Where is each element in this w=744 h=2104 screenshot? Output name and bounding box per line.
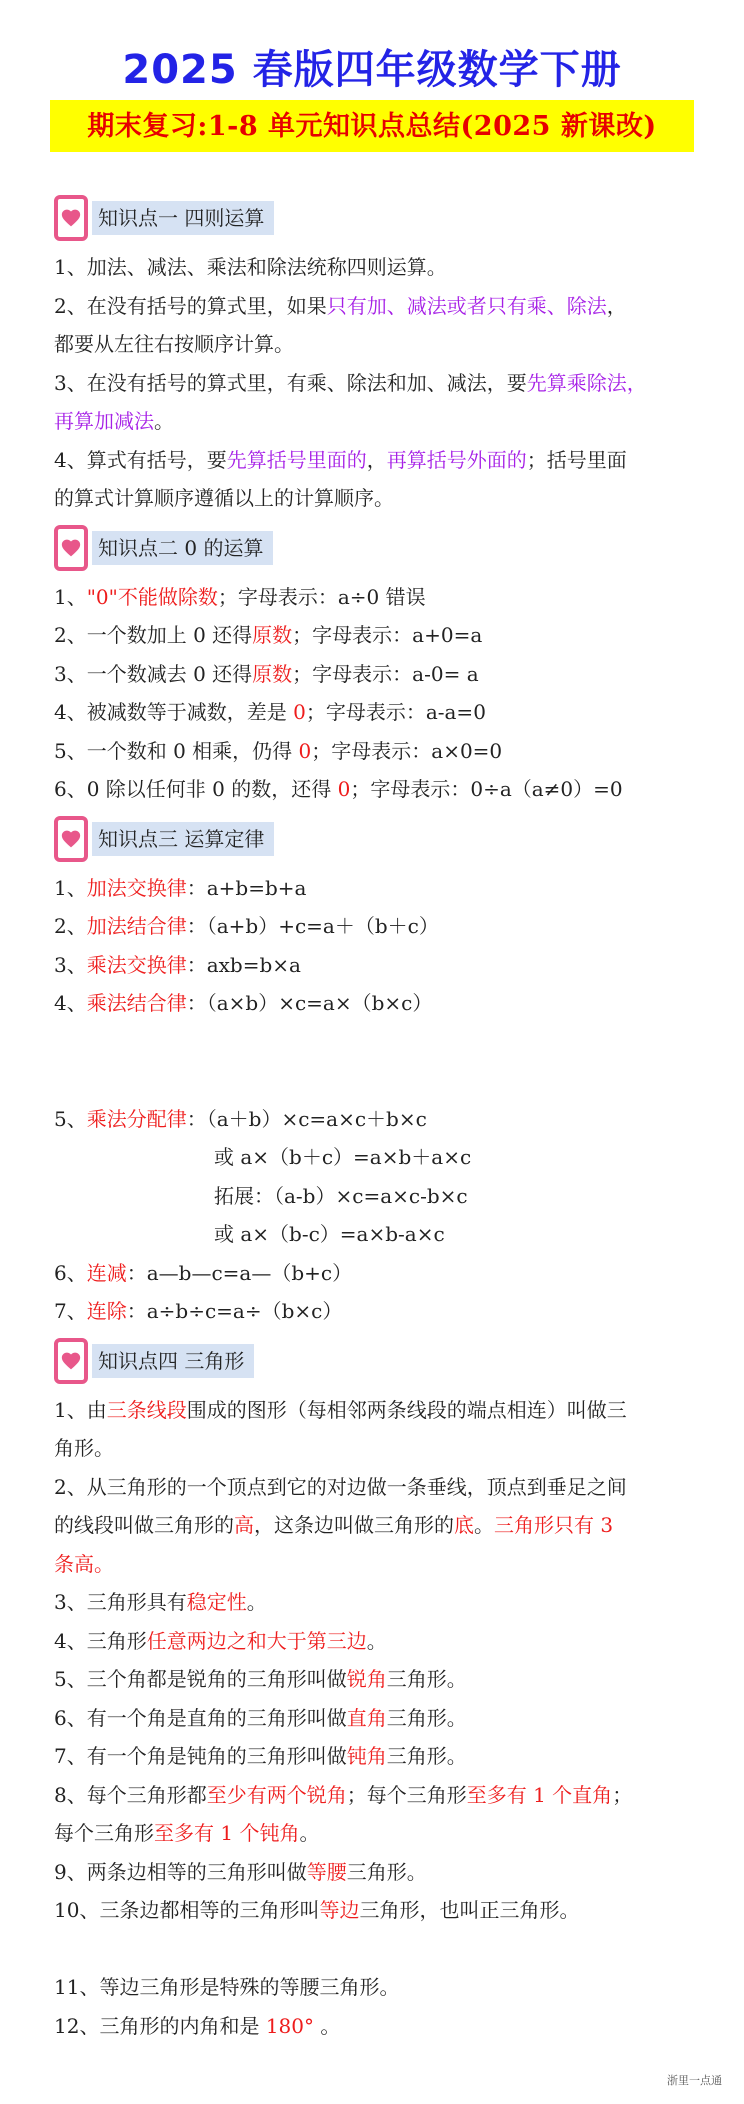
- highlighted-text: 180°: [265, 2013, 314, 2038]
- text-line: [54, 1583, 694, 1622]
- section-heading-label: 知识点二 0 的运算: [92, 531, 273, 565]
- text-segment: ：（a×b）×c=a×（b×c）: [186, 991, 433, 1015]
- text-segment: 拓展：（a-b）×c=a×c-b×c: [214, 1183, 468, 1208]
- text-segment: 4、被减数等于减数，差是: [54, 700, 294, 724]
- highlighted-text: 加法交换律: [86, 875, 187, 900]
- text-line: [54, 616, 694, 655]
- text-segment: 8、每个三角形都: [54, 1782, 207, 1807]
- highlighted-text: 三角形只有 3: [494, 1513, 614, 1537]
- highlighted-text: 至多有 1 个直角: [466, 1782, 613, 1807]
- text-segment: 都要从左往右按顺序计算。: [54, 332, 294, 356]
- text-segment: 。: [366, 1628, 387, 1653]
- text-segment: 。: [154, 409, 174, 433]
- text-segment: ；字母表示：a÷0 错误: [217, 584, 426, 609]
- text-segment: ；括号里面: [526, 447, 627, 472]
- text-segment: 7、有一个角是钝角的三角形叫做: [54, 1744, 347, 1768]
- text-segment: 三角形。: [346, 1859, 427, 1884]
- text-segment: 9、两条边相等的三角形叫做: [54, 1859, 307, 1884]
- text-segment: 5、三个角都是锐角的三角形叫做: [54, 1667, 347, 1691]
- highlighted-text: 连减: [86, 1260, 127, 1285]
- blank-line: [54, 1023, 694, 1062]
- highlighted-text: 乘法交换律: [86, 952, 187, 977]
- text-segment: ；: [612, 1782, 633, 1807]
- text-line: [54, 364, 694, 403]
- text-line: [54, 1429, 694, 1468]
- text-segment: 2、: [54, 914, 87, 938]
- text-segment: ；每个三角形: [346, 1782, 467, 1807]
- text-segment: 5、: [54, 1106, 87, 1131]
- highlighted-text: 等边: [319, 1898, 360, 1922]
- text-segment: 4、: [54, 991, 87, 1015]
- text-segment: 4、三角形: [54, 1628, 147, 1653]
- text-segment: ：a—b—c=a—（b+c）: [126, 1260, 353, 1285]
- text-segment: ：a+b=b+a: [186, 875, 307, 900]
- text-segment: 11、等边三角形是特殊的等腰三角形。: [54, 1975, 400, 1999]
- text-segment: 3、: [54, 952, 87, 977]
- text-line: [54, 1292, 694, 1331]
- highlighted-text: 先算括号里面的: [226, 447, 367, 472]
- section-heading-label: 知识点三 运算定律: [92, 822, 274, 856]
- text-segment: 或 a×（b-c）=a×b-a×c: [214, 1222, 445, 1246]
- page-subtitle: 期末复习:1-8 单元知识点总结(2025 新课改): [87, 111, 657, 142]
- text-line: [54, 693, 694, 732]
- text-segment: ；字母表示：a+0=a: [292, 623, 483, 647]
- text-segment: 三角形。: [386, 1744, 467, 1768]
- text-segment: ：axb=b×a: [186, 952, 301, 977]
- highlighted-text: 直角: [346, 1705, 387, 1730]
- text-line: [54, 1968, 694, 2007]
- highlighted-text: 底: [454, 1513, 474, 1537]
- section-heading: [54, 522, 694, 574]
- text-line: [54, 732, 694, 771]
- highlighted-text: 只有加、减法或者只有乘、除法: [326, 293, 607, 318]
- content-body: [54, 188, 694, 2045]
- text-segment: 12、三角形的内角和是: [54, 2013, 266, 2038]
- text-line: [54, 1622, 694, 1661]
- highlighted-text: 再算括号外面的: [386, 447, 527, 472]
- text-line: [54, 1545, 694, 1584]
- text-segment: 10、三条边都相等的三角形叫: [54, 1898, 320, 1922]
- text-line: [54, 1100, 694, 1139]
- text-segment: 每个三角形: [54, 1821, 154, 1845]
- text-segment: 6、: [54, 1260, 87, 1285]
- text-line: [54, 1506, 694, 1545]
- text-line: [54, 479, 694, 518]
- text-segment: 围成的图形（每相邻两条线段的端点相连）叫做三: [186, 1397, 627, 1422]
- highlighted-text: 三条线段: [106, 1397, 187, 1422]
- text-line: [54, 1699, 694, 1738]
- heart-phone-icon: [54, 1338, 88, 1384]
- watermark: 浙里一点通: [667, 2074, 722, 2087]
- text-line: [54, 1776, 694, 1815]
- text-segment: ：a÷b÷c=a÷（b×c）: [126, 1299, 343, 1323]
- text-segment: 5、一个数和 0 相乘，仍得: [54, 738, 299, 763]
- text-line: [54, 441, 694, 480]
- text-segment: ：（a＋b）×c=a×c＋b×c: [186, 1106, 427, 1131]
- text-segment: 3、在没有括号的算式里，有乘、除法和加、减法，要: [54, 370, 527, 395]
- highlighted-text: 锐角: [346, 1667, 387, 1691]
- highlighted-text: 等腰: [306, 1859, 347, 1884]
- highlighted-text: 原数: [252, 623, 293, 647]
- text-segment: 3、一个数减去 0 还得: [54, 661, 253, 686]
- text-segment: 6、0 除以任何非 0 的数，还得: [54, 777, 338, 801]
- text-segment: ；字母表示：a×0=0: [311, 738, 503, 763]
- text-segment: 1、由: [54, 1397, 107, 1422]
- text-segment: ，: [366, 447, 387, 472]
- text-segment: 的线段叫做三角形的: [54, 1513, 234, 1537]
- highlighted-text: 原数: [252, 661, 293, 686]
- section-heading-label: 知识点四 三角形: [92, 1344, 254, 1378]
- text-line: [54, 1660, 694, 1699]
- highlighted-text: 再算加减法: [54, 409, 154, 433]
- text-line: [54, 655, 694, 694]
- heart-phone-icon: [54, 816, 88, 862]
- highlighted-text: 0: [298, 738, 312, 763]
- highlighted-text: 稳定性: [186, 1590, 247, 1614]
- text-segment: 三角形。: [386, 1667, 467, 1691]
- text-line: [54, 1177, 694, 1216]
- text-line: [54, 2007, 694, 2046]
- text-segment: 三角形。: [386, 1705, 467, 1730]
- text-segment: 的算式计算顺序遵循以上的计算顺序。: [54, 486, 394, 510]
- highlighted-text: 至少有两个锐角: [206, 1782, 347, 1807]
- text-segment: ，: [606, 293, 627, 318]
- text-segment: 6、有一个角是直角的三角形叫做: [54, 1705, 347, 1730]
- section-heading: [54, 192, 694, 244]
- highlighted-text: 至多有 1 个钝角: [154, 1821, 300, 1845]
- text-segment: 2、在没有括号的算式里，如果: [54, 293, 327, 318]
- text-line: [54, 1891, 694, 1930]
- text-line: [54, 1215, 694, 1254]
- text-segment: 1、加法、减法、乘法和除法统称四则运算。: [54, 255, 447, 279]
- text-line: [54, 248, 694, 287]
- text-segment: ；字母表示：0÷a（a≠0）=0: [350, 777, 623, 801]
- text-line: [54, 1737, 694, 1776]
- text-line: [54, 907, 694, 946]
- blank-line: [54, 1930, 694, 1969]
- highlighted-text: "0"不能做除数: [86, 584, 218, 609]
- text-line: [54, 578, 694, 617]
- text-segment: ，这条边叫做三角形的: [254, 1513, 454, 1537]
- text-line: [54, 869, 694, 908]
- text-line: [54, 402, 694, 441]
- text-line: [54, 946, 694, 985]
- section-heading: [54, 1335, 694, 1387]
- text-segment: ：（a+b）+c=a＋（b＋c）: [186, 914, 439, 938]
- heart-phone-icon: [54, 525, 88, 571]
- text-line: [54, 1391, 694, 1430]
- text-segment: 3、三角形具有: [54, 1590, 187, 1614]
- text-line: [54, 1138, 694, 1177]
- text-segment: ；字母表示：a-0= a: [292, 661, 479, 686]
- text-segment: 2、一个数加上 0 还得: [54, 623, 253, 647]
- text-line: [54, 984, 694, 1023]
- highlighted-text: 连除: [86, 1299, 127, 1323]
- text-line: [54, 1814, 694, 1853]
- highlighted-text: 乘法结合律: [86, 991, 187, 1015]
- heart-phone-icon: [54, 195, 88, 241]
- highlighted-text: 乘法分配律: [86, 1106, 187, 1131]
- blank-line: [54, 1061, 694, 1100]
- text-segment: ；字母表示：a-a=0: [305, 700, 486, 724]
- text-segment: 2、从三角形的一个顶点到它的对边做一条垂线，顶点到垂足之间: [54, 1474, 627, 1499]
- highlighted-text: 加法结合律: [86, 914, 187, 938]
- highlighted-text: 任意两边之和大于第三边: [146, 1628, 367, 1653]
- text-segment: 7、: [54, 1299, 87, 1323]
- highlighted-text: 先算乘除法，: [526, 370, 647, 395]
- section-heading: [54, 813, 694, 865]
- text-line: [54, 287, 694, 326]
- text-line: [54, 1254, 694, 1293]
- text-segment: 。: [299, 1821, 320, 1845]
- text-segment: 。: [474, 1513, 494, 1537]
- highlighted-text: 高: [234, 1513, 254, 1537]
- text-segment: 角形。: [54, 1436, 114, 1460]
- text-segment: 或 a×（b＋c）=a×b＋a×c: [214, 1145, 472, 1169]
- text-segment: 1、: [54, 875, 87, 900]
- text-line: [54, 1853, 694, 1892]
- highlighted-text: 0: [293, 700, 306, 724]
- text-line: [54, 325, 694, 364]
- highlighted-text: 条高。: [54, 1551, 114, 1576]
- text-segment: 1、: [54, 584, 87, 609]
- page-title: 2025 春版四年级数学下册: [122, 47, 622, 93]
- text-line: [54, 770, 694, 809]
- section-heading-label: 知识点一 四则运算: [92, 201, 274, 235]
- highlighted-text: 0: [337, 777, 351, 801]
- highlighted-text: 钝角: [346, 1744, 387, 1768]
- text-segment: 。: [246, 1590, 267, 1614]
- text-line: [54, 1468, 694, 1507]
- text-segment: 4、算式有括号，要: [54, 447, 227, 472]
- text-segment: 三角形，也叫正三角形。: [359, 1898, 580, 1922]
- text-segment: 。: [314, 2013, 341, 2038]
